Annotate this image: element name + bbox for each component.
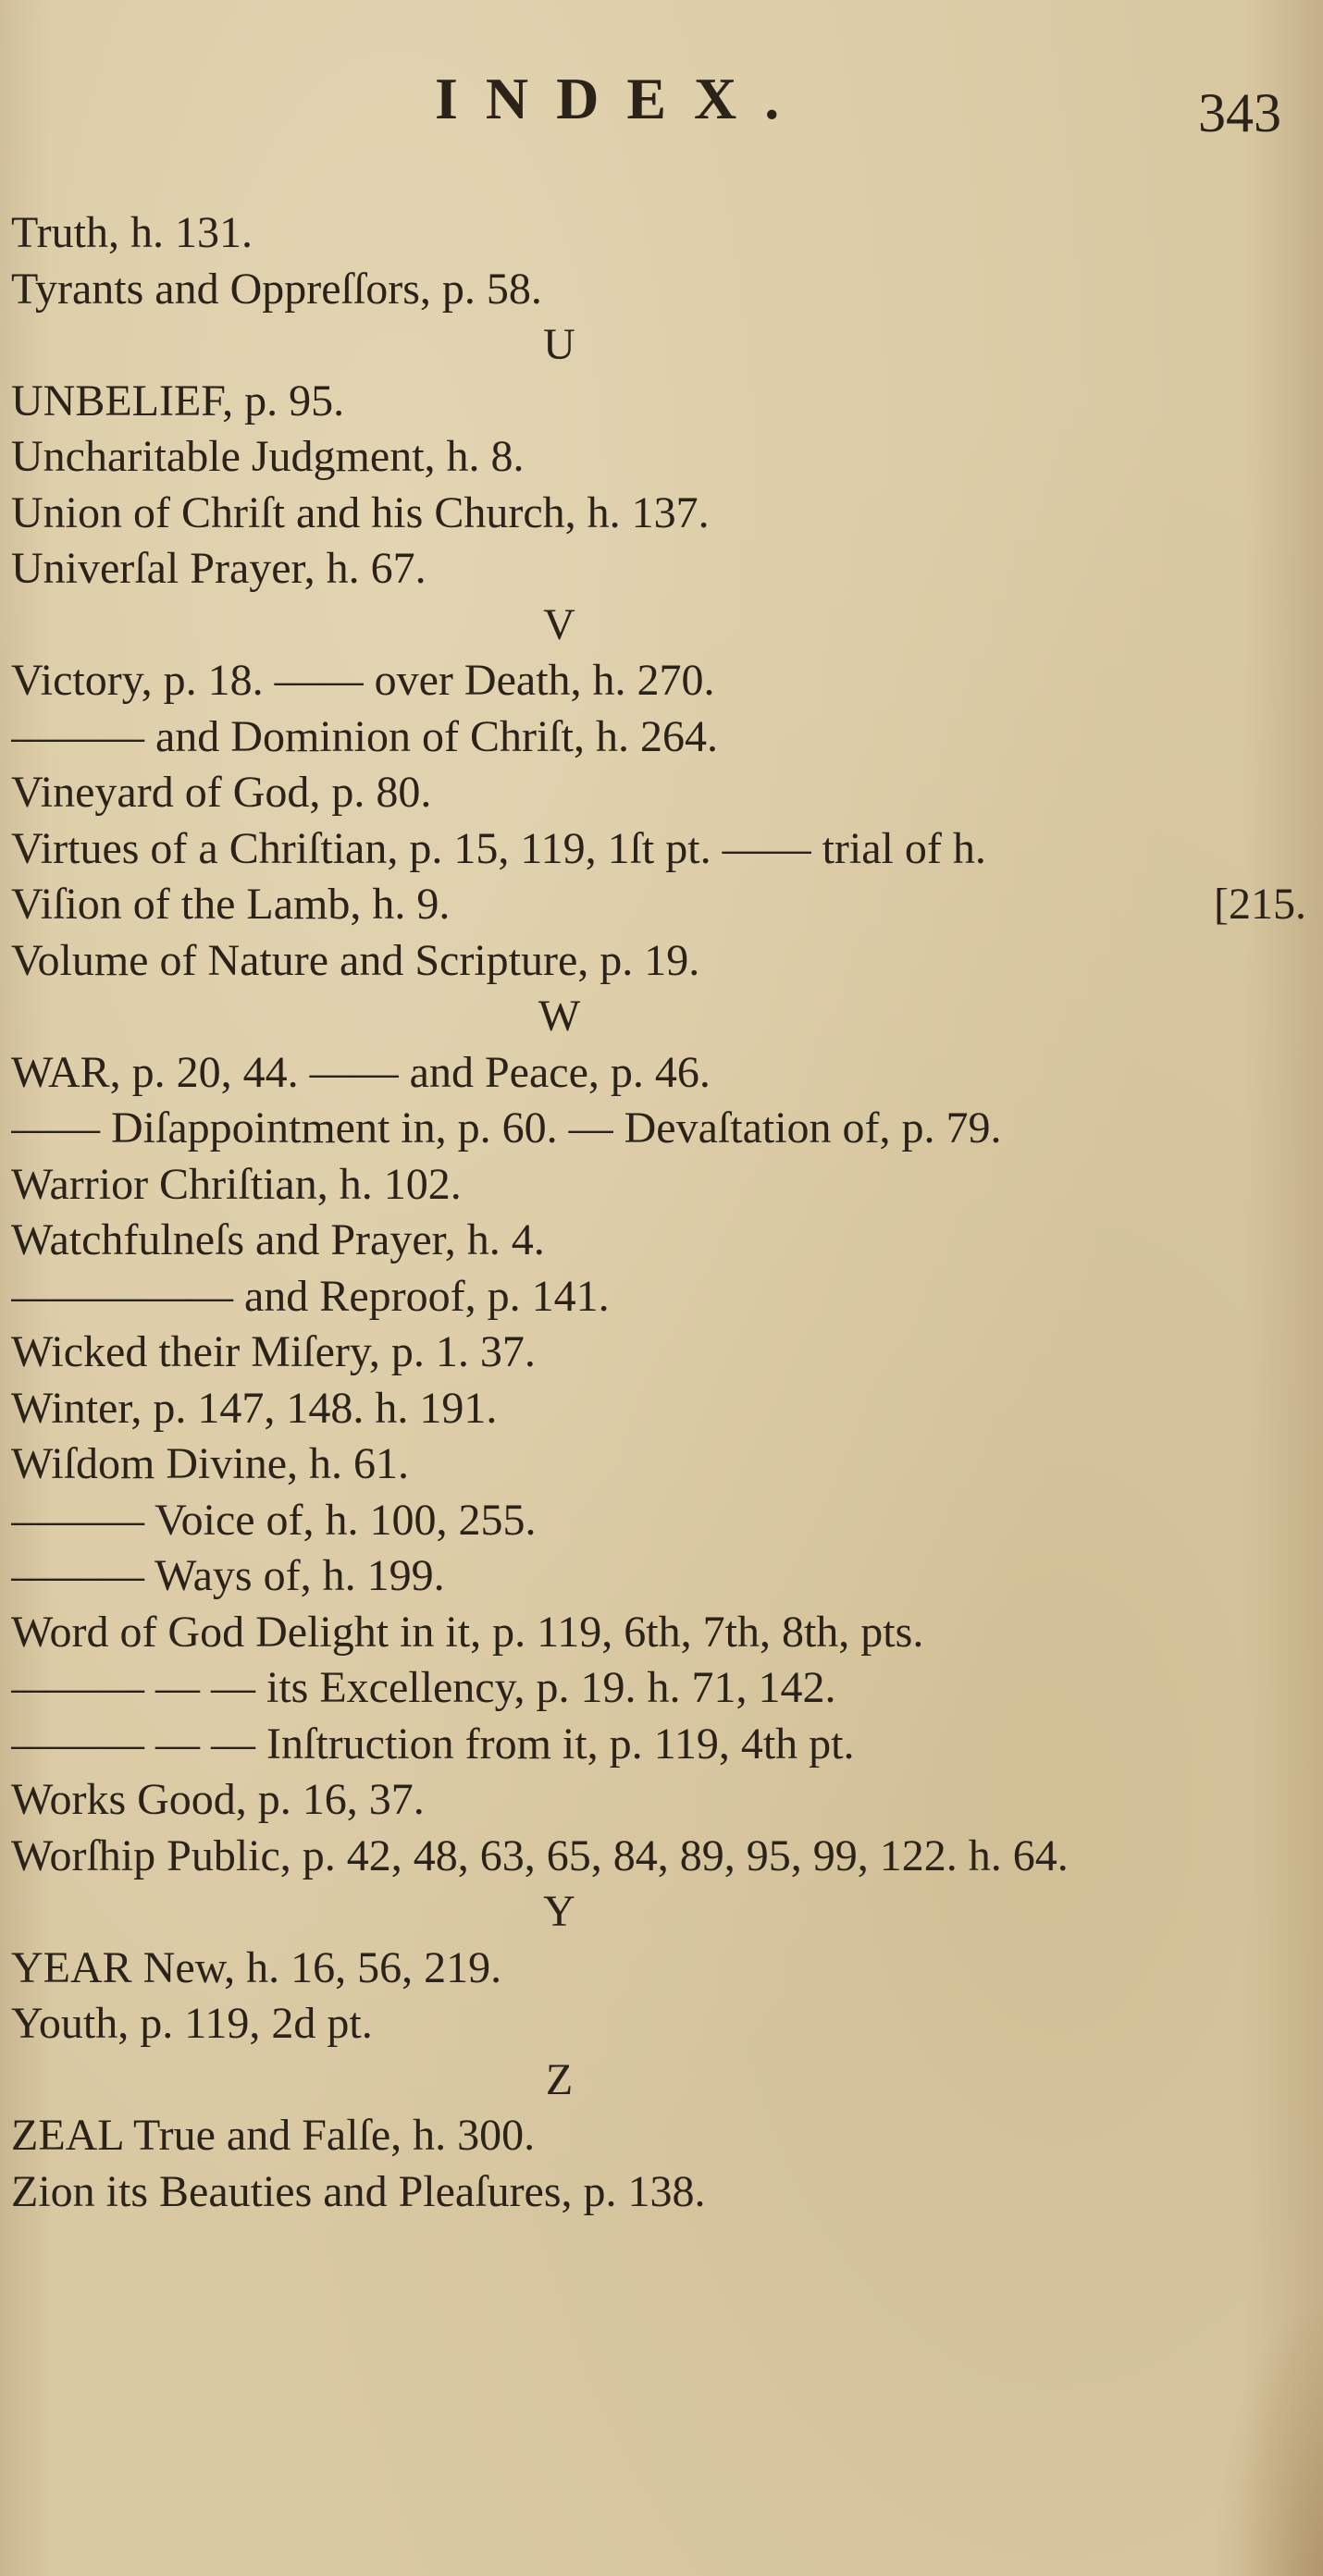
index-entry: Worſhip Public, p. 42, 48, 63, 65, 84, 89, 95, 99, 122. h. 64. xyxy=(11,1830,1069,1880)
index-entry: ————— and Reproof, p. 141. xyxy=(11,1271,610,1321)
index-entry: Winter, p. 147, 148. h. 191. xyxy=(11,1383,498,1433)
section-letter: W xyxy=(538,992,581,1041)
index-entry: Truth, h. 131. xyxy=(11,208,253,257)
section-letter: Y xyxy=(543,1887,575,1936)
index-entry-with-continuation xyxy=(11,877,1306,933)
continued-page-ref: [215. xyxy=(1214,880,1306,929)
page-number: 343 xyxy=(1198,82,1281,143)
index-entry: ——— — — its Excellency, p. 19. h. 71, 142. xyxy=(11,1663,836,1712)
index-entry: Youth, p. 119, 2d pt. xyxy=(11,1999,373,2048)
index-entry: ——— and Dominion of Chriſt, h. 264. xyxy=(11,711,718,761)
index-entry: UNBELIEF, p. 95. xyxy=(11,376,345,425)
index-entry: —— Diſappointment in, p. 60. — Devaſtation of, p. 79. xyxy=(11,1103,1002,1152)
index-entry: YEAR New, h. 16, 56, 219. xyxy=(11,1942,502,1992)
section-letter: U xyxy=(543,320,575,369)
index-entry: Warrior Chriſtian, h. 102. xyxy=(11,1159,462,1209)
index-entry: ——— Voice of, h. 100, 255. xyxy=(11,1495,537,1545)
running-title: INDEX. xyxy=(435,66,808,131)
index-entry: Victory, p. 18. —— over Death, h. 270. xyxy=(11,656,715,705)
index-entry: Uncharitable Judgment, h. 8. xyxy=(11,432,525,481)
section-letter: Z xyxy=(545,2054,574,2104)
index-entry: Virtues of a Chriſtian, p. 15, 119, 1ſt pt. —— trial of h. xyxy=(11,823,986,873)
index-entry: WAR, p. 20, 44. —— and Peace, p. 46. xyxy=(11,1047,711,1097)
index-entry: Watchfulneſs and Prayer, h. 4. xyxy=(11,1215,545,1264)
index-entry: Tyrants and Oppreſſors, p. 58. xyxy=(11,264,542,314)
index-entry: Vineyard of God, p. 80. xyxy=(11,768,432,817)
index-entry: Union of Chriſt and his Church, h. 137. xyxy=(11,487,710,537)
section-letter: V xyxy=(543,599,575,649)
index-entry: ——— Ways of, h. 199. xyxy=(11,1551,445,1600)
index-entry: Volume of Nature and Scripture, p. 19. xyxy=(11,935,700,985)
index-entries xyxy=(11,205,1306,2220)
index-entry: Univerſal Prayer, h. 67. xyxy=(11,544,427,593)
page-header xyxy=(0,65,1323,148)
index-entry: Wiſdom Divine, h. 61. xyxy=(11,1439,410,1488)
paper-stain xyxy=(1212,2299,1323,2576)
index-entry: Word of God Delight in it, p. 119, 6th, 7th, 8th, pts. xyxy=(11,1607,924,1657)
index-entry: ——— — — Inſtruction from it, p. 119, 4th pt. xyxy=(11,1719,855,1769)
index-entry: Wicked their Miſery, p. 1. 37. xyxy=(11,1327,536,1376)
index-entry: Works Good, p. 16, 37. xyxy=(11,1775,425,1824)
index-entry: Viſion of the Lamb, h. 9. xyxy=(11,880,451,929)
index-entry: Zion its Beauties and Pleaſures, p. 138. xyxy=(11,2166,706,2216)
index-entry: ZEAL True and Falſe, h. 300. xyxy=(11,2111,536,2160)
